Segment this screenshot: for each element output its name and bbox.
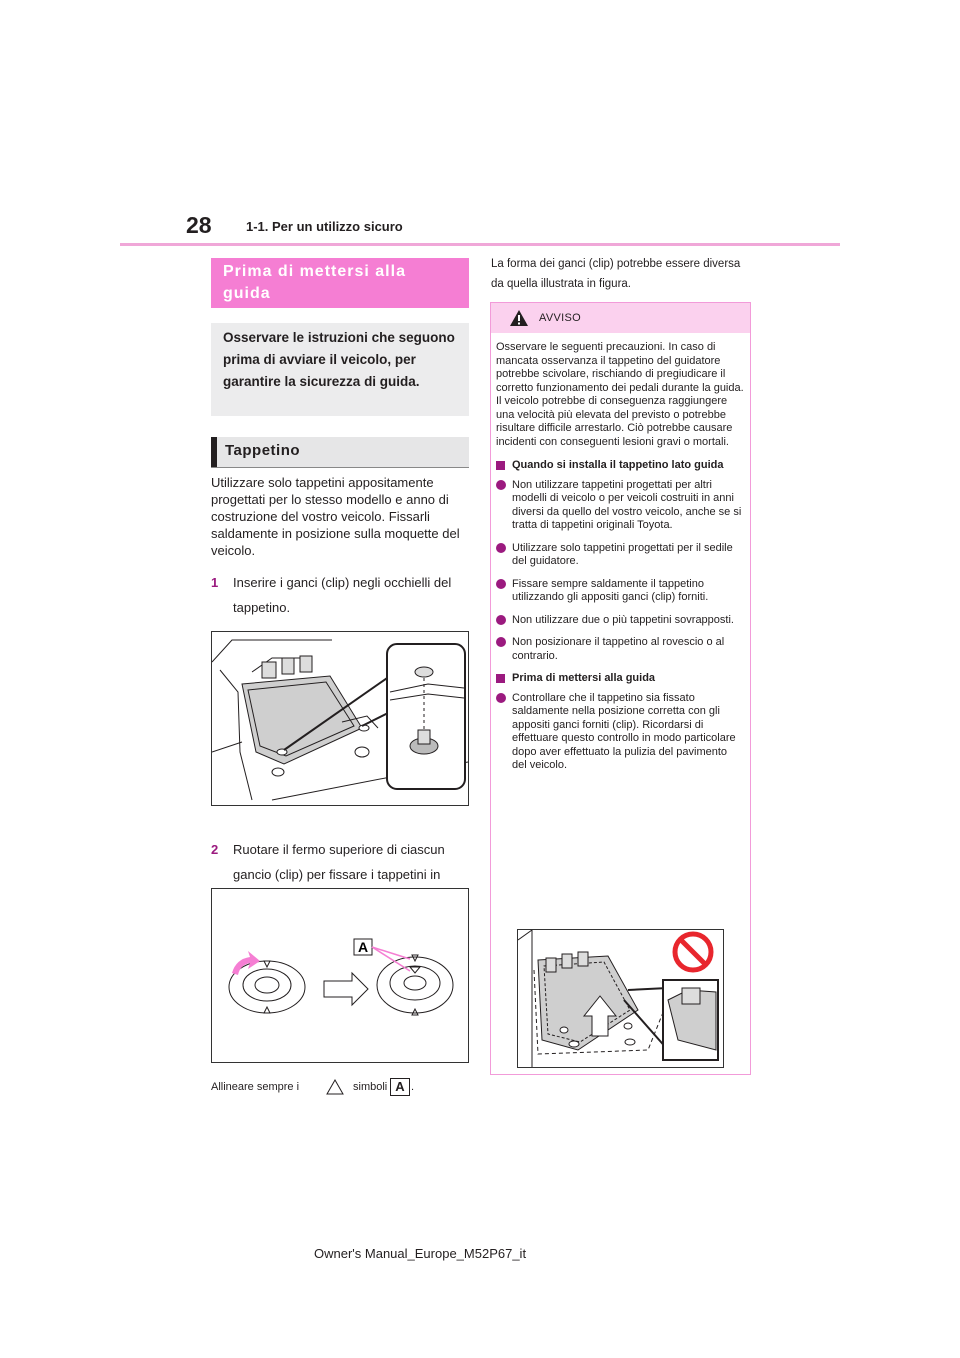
- figure-caption: [211, 1078, 469, 1100]
- warning-bullet: Controllare che il tappetino sia fissato saldamente nella posizione corretta con gli appositi ganci forniti (clip). Ricordarsi di effettuare questo controllo in modo particolare dopo aver effettuato la pulizia del pavimento del veicolo.: [496, 692, 744, 773]
- round-bullet-icon: [496, 543, 506, 553]
- shape-note: La forma dei ganci (clip) potrebbe essere diversa da quella illustrata in figura.: [491, 258, 741, 290]
- round-bullet-icon: [496, 693, 506, 703]
- round-bullet-icon: [496, 480, 506, 490]
- warning-header: [491, 303, 750, 333]
- header-rule: [120, 243, 840, 246]
- step-2: [211, 837, 469, 885]
- prohibited-icon: [675, 934, 711, 970]
- warning-bullet: Non posizionare il tappetino al rovescio o al contrario.: [496, 636, 744, 663]
- floor-mat-hook-illustration: [211, 631, 469, 806]
- section-banner-title: Prima di mettersi alla guida: [223, 263, 406, 302]
- footer-text: Owner's Manual_Europe_M52P67_it: [314, 1246, 527, 1261]
- step-text: Inserire i ganci (clip) negli occhielli del tappetino.: [233, 575, 452, 615]
- floor-mat-drawing: [212, 632, 468, 805]
- warning-intro: Osservare le seguenti precauzioni. In caso di mancata osservanza il tappetino del guidatore potrebbe scivolare, rischiando di pregiudicare il corretto funzionamento dei pedali durante la guida. Il veicolo potrebbe di conseguenza raggiungere una velocità più elevata del previsto o potrebbe risultare difficile arrestarlo. Ciò potrebbe causare incidenti con conseguenti lesioni gravi o mortali.: [496, 341, 744, 448]
- caption-period: .: [411, 1081, 415, 1093]
- step-number: 1: [211, 575, 219, 590]
- section-reference: 1-1. Per un utilizzo sicuro: [246, 219, 403, 234]
- caption-text: simboli: [353, 1081, 388, 1093]
- warning-bullet: Non utilizzare tappetini progettati per altri modelli di veicolo o per veicoli costruiti in anni diversi da quello del vostro veicolo, anche se si tratta di tappetini originali Toyota.: [496, 479, 744, 533]
- page-number: 28: [186, 212, 212, 238]
- body-paragraph: Utilizzare solo tappetini appositamente progettati per lo stesso modello e anno di costruzione del vostro veicolo. Fissarli saldamente in posizione sulla moquette del veicolo.: [211, 475, 460, 558]
- incorrect-mat-illustration: [517, 929, 724, 1068]
- square-bullet-icon: [496, 674, 505, 683]
- clip-rotation-illustration: [211, 888, 469, 1063]
- warning-bullet: Non utilizzare due o più tappetini sovrapposti.: [496, 614, 744, 628]
- subsection-bar: [211, 437, 217, 467]
- caption-symbol: A: [390, 1078, 410, 1096]
- subsection-header: [211, 437, 469, 468]
- warning-bullet: Utilizzare solo tappetini progettati per il sedile del guidatore.: [496, 542, 744, 569]
- warning-bullet: Fissare sempre saldamente il tappetino utilizzando gli appositi ganci (clip) forniti.: [496, 578, 744, 605]
- warning-subheading: Quando si installa il tappetino lato guida: [496, 459, 744, 473]
- round-bullet-icon: [496, 615, 506, 625]
- step-number: 2: [211, 842, 219, 857]
- section-banner: [211, 258, 469, 308]
- intro-text: Osservare le istruzioni che seguono prima di avviare il veicolo, per garantire la sicurezza di guida.: [223, 330, 455, 389]
- step-text: Ruotare il fermo superiore di ciascun gancio (clip) per fissare i tappetini in: [233, 842, 445, 882]
- round-bullet-icon: [496, 637, 506, 647]
- intro-box: [211, 323, 469, 416]
- warning-subheading: Prima di mettersi alla guida: [496, 672, 744, 686]
- step-1: [211, 570, 469, 622]
- triangle-symbol-icon: [324, 1078, 346, 1096]
- subsection-title: Tappetino: [225, 442, 301, 459]
- caption-text: Allineare sempre i: [211, 1081, 300, 1093]
- warning-body: [496, 341, 744, 782]
- round-bullet-icon: [496, 579, 506, 589]
- warning-triangle-icon: [509, 309, 529, 327]
- square-bullet-icon: [496, 461, 505, 470]
- warning-title: AVVISO: [539, 312, 581, 324]
- figure-label: A: [357, 939, 369, 955]
